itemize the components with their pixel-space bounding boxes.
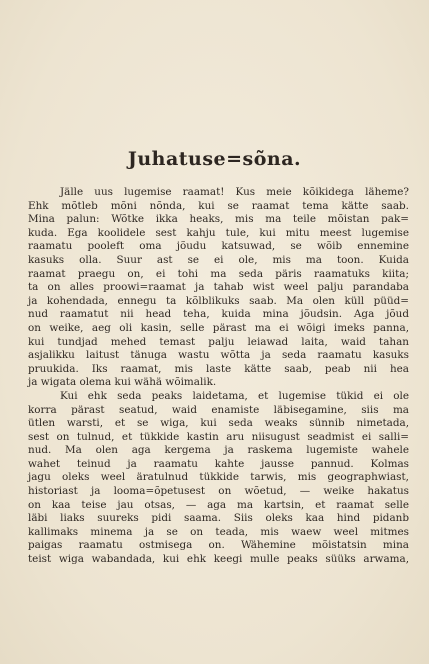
text-line: ütlen warsti, et se wiga, kui seda weaks sünnib nimetada,	[28, 417, 409, 430]
text-line: Jälle uus lugemise raamat! Kus meie kõikidega läheme?	[60, 186, 409, 198]
text-line: Ehk mõtleb mõni nõnda, kui se raamat tema kätte saab.	[28, 199, 409, 212]
text-line: pruukida. Iks raamat, mis laste kätte saab, peab nii hea	[28, 362, 409, 375]
text-line: ja kohendada, ennegu ta kõlblikuks saab. Ma olen küll püüd=	[28, 294, 409, 307]
text-line: historiast ja looma=õpetusest on wõetud, — weike hakatus	[28, 485, 409, 498]
text-line: kallimaks minema ja se on teada, mis waew weel mitmes	[28, 525, 409, 538]
text-line: paigas raamatu ostmisega on. Wähemine mõistatsin mina	[28, 539, 409, 552]
text-line: ja wigata olema kui wähä wõimalik.	[28, 376, 217, 389]
text-line: läbi liaks suureks pidi saama. Siis oleks kaa hind pidanb	[28, 512, 409, 525]
text-line: nud raamatut nii head teha, kuida mina jõudsin. Aga jõud	[28, 308, 409, 321]
body-text	[0, 186, 429, 567]
text-line: sest on tulnud, et tükkide kastin aru niisugust seadmist ei salli=	[28, 430, 409, 443]
text-line: jagu oleks weel äratulnud tükkide tarwis, mis geographwiast,	[28, 471, 409, 484]
text-line: Mina palun: Wõtke ikka heaks, mis ma teile mõistan pak=	[28, 213, 409, 226]
text-line: raamatu pooleft oma jõudu katsuwad, se wõib ennemine	[28, 240, 409, 253]
page-title: Juhatuse=sõna.	[127, 148, 302, 170]
text-line: kuda. Ega koolidele sest kahju tule, kui mitu meest lugemise	[28, 226, 409, 239]
text-line: kasuks olla. Suur ast se ei ole, mis ma toon. Kuida	[28, 253, 409, 266]
text-line: nud. Ma olen aga kergema ja raskema lugemiste wahele	[28, 444, 409, 457]
text-line: on kaa teise jau otsas, — aga ma kartsin, et raamat selle	[28, 498, 409, 511]
text-line: asjalikku laitust tänuga wastu wõtta ja seda raamatu kasuks	[28, 349, 409, 362]
text-line: wahet teinud ja raamatu kahte jausse pannud. Kolmas	[28, 457, 409, 470]
text-line: on weike, aeg oli kasin, selle pärast ma ei wõigi imeks panna,	[28, 321, 409, 334]
text-line: kui tundjad mehed temast palju leiawad laita, waid tahan	[28, 335, 409, 348]
text-line: ta on alles proowi=raamat ja tahab wist weel palju parandaba	[28, 281, 409, 294]
text-line: raamat praegu on, ei tohi ma seda päris raamatuks kiita;	[28, 267, 409, 280]
text-line: teist wiga wabandada, kui ehk keegi mulle peaks süüks arwama,	[28, 553, 409, 566]
text-line: Kui ehk seda peaks laidetama, et lugemise tükid ei ole	[60, 389, 409, 402]
text-line: korra pärast seatud, waid enamiste läbisegamine, siis ma	[28, 403, 409, 416]
